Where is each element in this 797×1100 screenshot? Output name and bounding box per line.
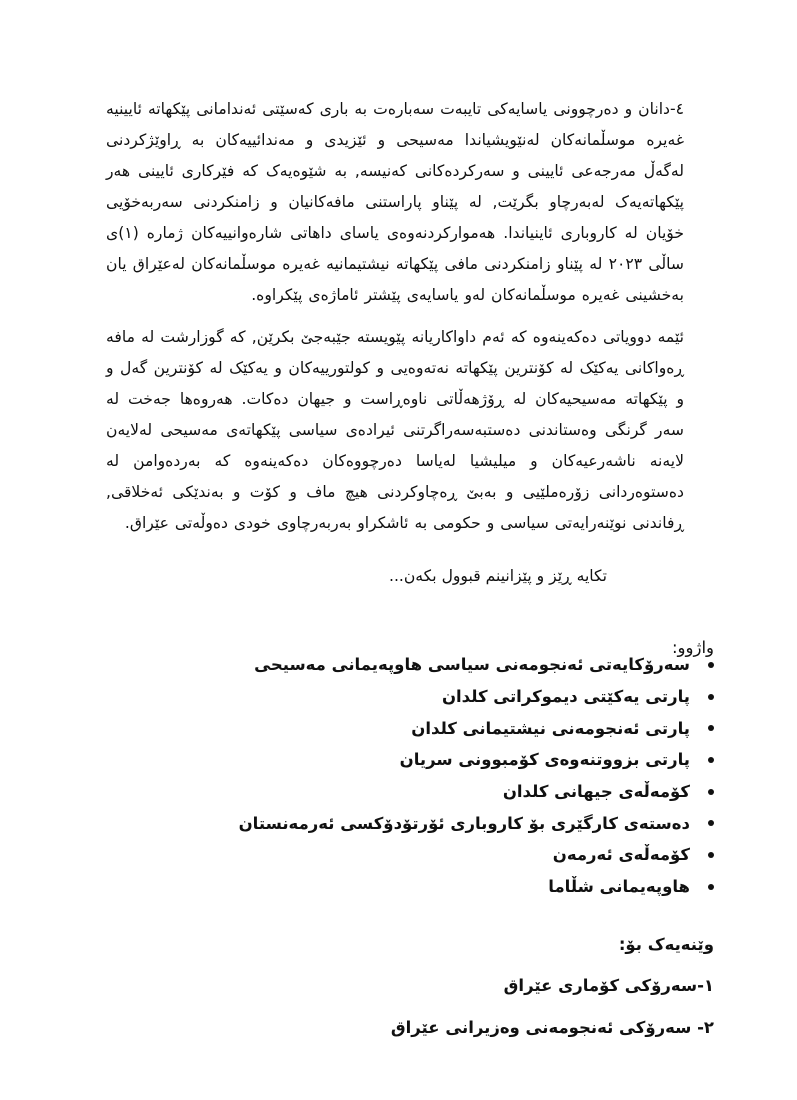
list-item: [74, 744, 714, 776]
signatory-name: کۆمەڵەی ئەرمەن: [552, 845, 690, 865]
recipient-item: ٢- سەرۆکی ئەنجومەنی وەزیرانی عێراق: [390, 1018, 714, 1037]
bullet-icon: [708, 694, 714, 700]
signatory-name: پارتی ئەنجومەنی نیشتیمانی کلدان: [411, 718, 690, 738]
closing-line: تکایە ڕێز و پێزانینم قبوول بکەن...: [388, 567, 607, 585]
signatory-name: هاوپەیمانی شڵاما: [548, 877, 690, 897]
paragraph-article-4: ٤-دانان و دەرچوونی یاسایەکی تایبەت سەبارەت بە باری کەسێتی ئەندامانی پێکهاتە ئایینیە غەیرە موسڵمانەکان لەنێویشیاندا مەسیحی و ئێزیدی و مەندائییەکان بە ڕاوێژکردنی لەگەڵ مەرجەعی ئایینی و سەرکردەکانی کەنیسە, بە شێوەیەک کە فێرکاری ئایینی هەر پێکهاتەیەک لەبەرچاو بگرێت, لە پێناو پاراستنی مافەکانیان و زامنکردنی سەربەخۆیی خۆیان لە کاروباری ئاینیاندا. هەموارکردنەوەی یاسای داهاتی شارەوانییەکان ژمارە (١)ی ساڵی ٢٠٢٣ لە پێناو زامنکردنی مافی پێکهاتە نیشتیمانیە غەیرە موسڵمانەکان لەعێراق یان بەخشینی غەیرە موسڵمانەکان لەو یاسایەی پێشتر ئاماژەی پێکراوە.: [106, 100, 684, 304]
signatures-heading: واژوو:: [671, 638, 714, 657]
list-item: [74, 649, 714, 681]
bullet-icon: [708, 884, 714, 890]
bullet-icon: [708, 662, 714, 668]
signatory-name: کۆمەڵەی جیهانی کلدان: [502, 782, 690, 802]
signatory-name: پارتی بزووتنەوەی کۆمبوونی سریان: [399, 750, 690, 770]
list-item: [74, 681, 714, 713]
bullet-icon: [708, 852, 714, 858]
signatories-list: [74, 649, 714, 903]
paragraph-affirmation: ئێمە دوویاتی دەکەینەوە کە ئەم داواکاریانە پێویستە جێبەجێ بکرێن, کە گوزارشت لە مافە ڕەواکانی یەکێک لە کۆنترین پێکهاتە نەتەوەیی و کولتورییەکان و یەکێک لە کۆنترین گەل و و پێکهاتە مەسیحیەکان لە ڕۆژهەڵاتی ناوەڕاست و جیهان دەکات. هەروەها جەخت لە سەر گرنگی وەستاندنی دەستبەسەراگرتنی ئیرادەی سیاسی پێکهاتەی مەسیحی لەلایەن لایەنە ناشەرعیەکان و میلیشیا لەیاسا دەرچووەکان دەکەینەوە کە بەردەوامن لە دەستوەردانی زۆرەملێیی و بەبێ ڕەچاوکردنی هیچ ماف و کۆت و بەندێکی ئەخلاقی, ڕفاندنی نوێنەرایەتی سیاسی و حکومی بە ئاشکراو بەربەرچاوی خودی دەوڵەتی عێراق.: [106, 328, 684, 532]
copy-to-heading: وێنەیەک بۆ:: [618, 935, 714, 954]
bullet-icon: [708, 820, 714, 826]
recipient-item: ١-سەرۆکی کۆماری عێراق: [503, 976, 714, 995]
signatory-name: سەرۆکایەتی ئەنجومەنی سیاسی هاوپەیمانی مەسیحی: [254, 655, 690, 675]
bullet-icon: [708, 757, 714, 763]
list-item: [74, 807, 714, 839]
signatory-name: پارتی یەکێتی دیموکراتی کلدان: [441, 687, 690, 707]
list-item: [74, 712, 714, 744]
bullet-icon: [708, 789, 714, 795]
list-item: [74, 871, 714, 903]
signatory-name: دەستەی کارگێری بۆ کاروباری ئۆرتۆدۆکسی ئەرمەنستان: [238, 813, 690, 833]
list-item: [74, 776, 714, 808]
bullet-icon: [708, 725, 714, 731]
document-body: [106, 94, 684, 539]
list-item: [74, 839, 714, 871]
